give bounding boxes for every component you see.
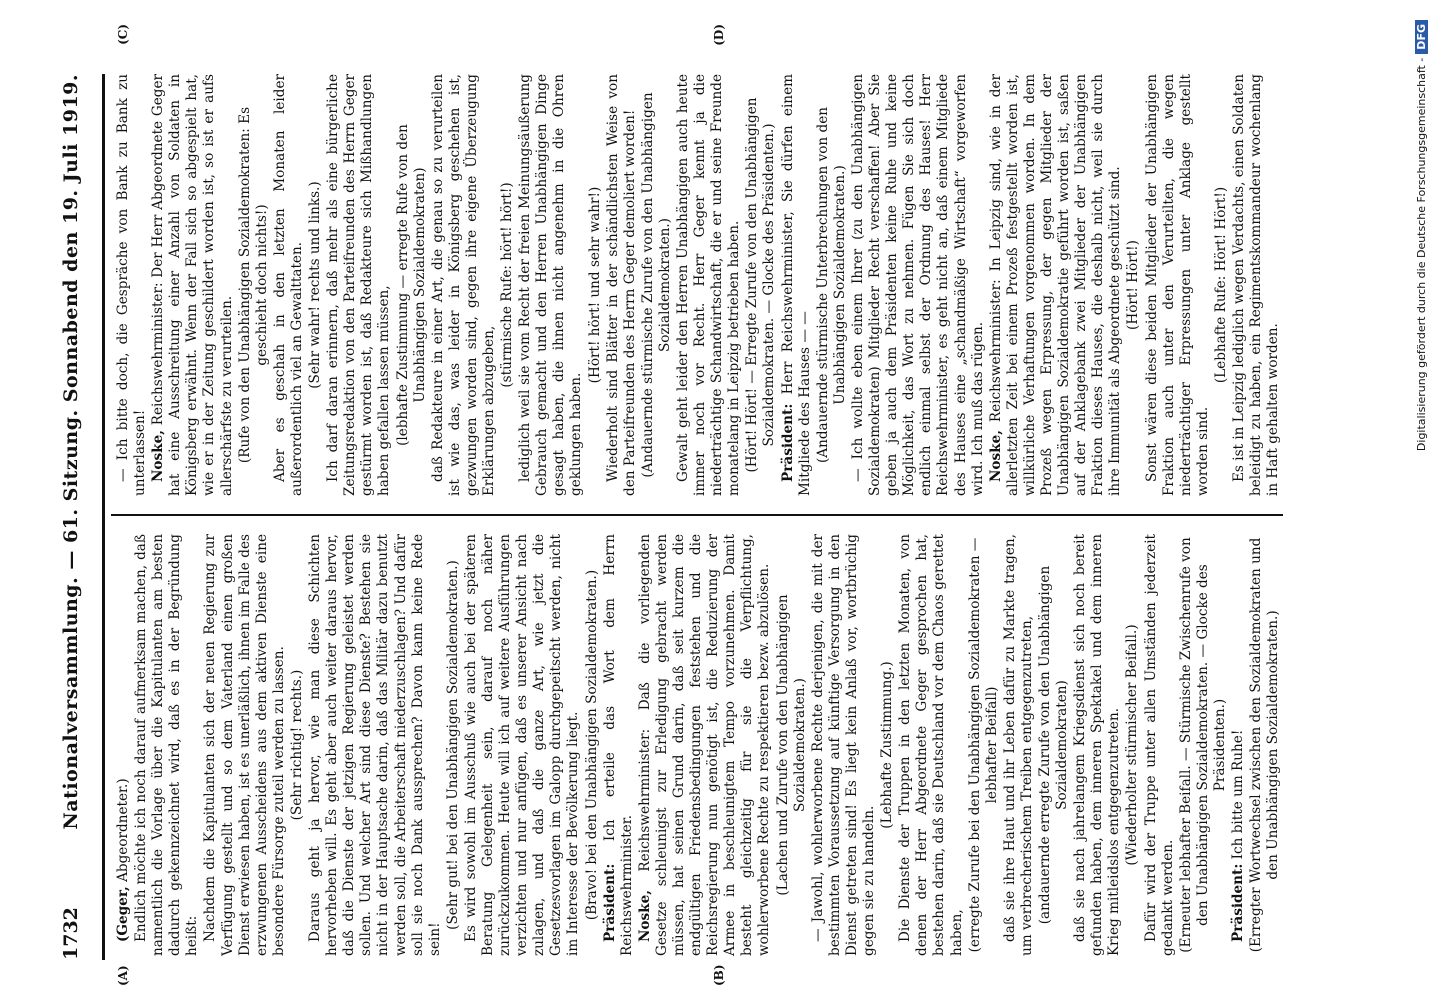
speech-paragraph <box>602 534 636 956</box>
interjection: (Hört! hört! und sehr wahr!) <box>586 186 603 384</box>
interjection: (erregte Zurufe bei den Unabhängigen Sozialdemokraten — lebhafter Beifall) <box>966 537 1000 953</box>
text-paragraph <box>1231 74 1282 496</box>
page-header <box>60 74 105 960</box>
interjection: (Sehr richtig! rechts.) <box>288 669 305 821</box>
text-paragraph <box>675 74 743 496</box>
interjection: (Rufe von den Unabhängigen Sozialdemokraten: Es geschieht doch nichts!) <box>236 106 270 464</box>
paragraph-text: Ich darf daran erinnern, daß mehr als eine bürgerliche Zeitungsredaktion von den Parteifreunden des Herrn Geger gestürmt worden ist, daß Redakteure sich Mißhandlungen haben gefallen lassen müssen, <box>325 74 393 496</box>
paragraph-text: Gewalt geht leider den Herren Unabhängigen auch heute immer noch vor Recht. Herr Geger kennt ja die niederträchtige Schandwirtschaft, die er und seine Freunde monatelang in Leipzig betrieben haben. <box>675 74 743 496</box>
text-paragraph <box>325 74 393 496</box>
paragraph-text: Es ist in Leipzig lediglich wegen Verdachts, einen Soldaten beleidigt zu haben, ein Regimentskommandeur wochenlang in Haft gehalten worden. <box>1231 74 1282 496</box>
paragraph-text: Der Herr Abgeordnete Geger hat eine Ausschreitung einer Anzahl von Soldaten in Königsberg erwähnt. Wenn der Fall sich so abgespielt hat, wie er in der Zeitung geschildert worden ist, so ist er aufs allerschärfste zu verurteilen. <box>150 73 235 496</box>
speech-paragraph <box>150 74 235 496</box>
interjection: (Lebhafte Zustimmung.) <box>879 661 896 829</box>
paragraph-text: Nachdem die Kapitulanten sich der neuen Regierung zur Verfügung gestellt und so dem Vaterland einen großen Dienst erwiesen haben, ist es unerläßlich, ihnen im Falle des erzwungenen Ausscheidens aus dem aktiven Dienste eine besondere Fürsorge zuteil werden zu lassen. <box>202 534 287 956</box>
text-paragraph <box>430 74 498 496</box>
paragraph-text: Daraus geht ja hervor, wie man diese Schichten hervorheben will. Es geht aber auch weiter daraus hervor, daß die Dienste der jetzigen Regierung geleistet werden sollen. Und welcher Art sind diese Dienste? Bestehen sie nicht in der Hauptsache darin, daß das Militär dazu benutzt werden soll, die Arbeiterschaft niederzuschlagen? Und dafür soll sie noch Dank aussprechen? Davon kann keine Rede sein! <box>307 534 443 956</box>
interjection: (lebhafte Zustimmung — erregte Rufe von den Unabhängigen Sozialdemokraten) <box>394 124 428 446</box>
text-paragraph <box>272 74 306 496</box>
paragraph-text: Aber es geschah in den letzten Monaten leider außerordentlich viel an Gewalttaten. <box>271 74 305 496</box>
text-columns <box>111 24 1283 986</box>
speaker-name: Präsident: <box>601 863 618 942</box>
speaker-role: Reichswehrminister: <box>636 728 653 872</box>
digitization-note <box>1410 20 1432 980</box>
interjection: (Sehr wahr! rechts und links.) <box>307 181 324 389</box>
speech-paragraph <box>780 74 814 496</box>
paragraph-text: Daß die vorliegenden Gesetze schleunigst zur Erledigung gebracht werden müssen, hat seinen Grund darin, daß seit kurzem die endgültigen Friedensbedingungen feststehen und die Reichsregierung nun genötigt ist, die Reduzierung der Armee in beschleunigtem Tempo vorzunehmen. Damit besteht gleichzeitig für sie die Verpflichtung, wohlerworbene Rechte zu respektieren bezw. abzulösen. <box>636 534 773 956</box>
speaker-name: Noske, <box>636 890 653 942</box>
text-paragraph <box>202 534 287 956</box>
margin-marker-c: (C) <box>116 24 130 45</box>
text-paragraph <box>307 534 444 956</box>
text-paragraph <box>1143 534 1177 956</box>
text-paragraph <box>850 74 987 496</box>
speaker-role: Reichswehrminister: <box>150 282 167 426</box>
interjection: (Erneuter lebhafter Beifall. — Stürmische Zwischenrufe von den Unabhängigen Sozialdemokraten. — Glocke des Präsidenten.) <box>1177 537 1228 953</box>
paragraph-text: — Ich wollte eben einem Ihrer (zu den Unabhängigen Sozialdemokraten) Mitglieder Recht verschaffen! Aber Sie geben ja auch dem Präsidenten keine Ruhe und keine Möglichkeit, das Wort zu nehmen. Fügen Sie sich doch endlich einmal selbst der Ordnung des Hauses! Herr Reichswehrminister, es geht nicht an, daß einem Mitgliede des Hauses eine „schandmäßige Wirtschaft“ vorgeworfen wird. Ich muß das rügen. <box>849 74 986 496</box>
speech-paragraph <box>988 74 1125 496</box>
page-title: Nationalversammlung. — 61. Sitzung. Sonnabend den 19. Juli 1919. <box>60 74 82 830</box>
paragraph-text: Die Dienste der Truppen in den letzten Monaten, von denen der Herr Abgeordnete Geger gesprochen hat, bestehen darin, daß sie Deutschland vor dem Chaos gerettet haben, <box>897 534 965 956</box>
dfg-logo: DFG <box>1415 20 1428 54</box>
interjection: (Bravo! bei den Unabhängigen Sozialdemokraten.) <box>583 569 600 921</box>
interjection: (Sehr gut! bei den Unabhängigen Sozialdemokraten.) <box>444 560 461 930</box>
speaker-name: Noske, <box>987 430 1004 482</box>
paragraph-text: Es wird sowohl im Ausschuß wie auch bei der späteren Beratung Gelegenheit sein, darauf noch näher zurückzukommen. Heute will ich auf weitere Ausführungen verzichten und nur anfügen, daß es unserer Ansicht nach zulagen, und daß die ganze Art, wie jetzt die Gesetzesvorlagen im Galopp durchgepeitscht werden, nicht im Interesse der Bevölkerung liegt. <box>462 534 582 956</box>
text-paragraph <box>463 534 583 956</box>
margin-marker-b: (B) <box>712 964 726 986</box>
paragraph-text: Ich erteile das Wort dem Herrn Reichswehrminister. <box>601 534 635 956</box>
left-column <box>111 516 1283 986</box>
text-paragraph <box>1072 534 1123 956</box>
paragraph-text: daß Redakteure in einer Art, die genau so zu verurteilen ist wie das, was leider in Königsberg geschehen ist, gezwungen worden sind, gegen ihre eigene Überzeugung Erklärungen abzugeben, <box>429 74 497 496</box>
digitization-text: Digitalisierung gefördert durch die Deutsche Forschungsgemeinschaft - <box>1414 57 1428 452</box>
text-paragraph <box>897 534 965 956</box>
paragraph-text: Herr Reichswehrminister, Sie dürfen einem Mitgliede des Hauses — — <box>779 74 813 496</box>
text-paragraph <box>1002 534 1036 956</box>
margin-marker-d: (D) <box>712 24 726 46</box>
text-paragraph <box>1144 74 1212 496</box>
speaker-name: Präsident: <box>779 403 796 482</box>
speech-paragraph <box>1230 534 1247 956</box>
interjection: (andauernde erregte Zurufe von den Unabhängigen Sozialdemokraten) <box>1036 565 1071 925</box>
interjection: (Lachen und Zurufe von den Unabhängigen Sozialdemokraten.) <box>774 594 808 896</box>
interjection: (stürmische Rufe: hört! hört!) <box>499 182 516 388</box>
interjection: (Andauernde stürmische Unterbrechungen von den Unabhängigen Sozialdemokraten.) <box>814 106 848 464</box>
paragraph-text: In Leipzig sind, wie in der allerletzten Zeit bei einem Prozeß festgestellt worden ist, willkürliche Verhaftungen vorgenommen worden. In dem Prozeß wegen Erpressung, der gegen Mitglieder der Unabhängigen Sozialdemokratie geführt worden ist, saßen auf der Anklagebank zwei Mitglieder der Unabhängigen Fraktion dieses Hauses, die deshalb nicht, weil sie durch ihre Immunität als Abgeordnete geschützt sind. <box>987 74 1124 496</box>
paragraph-text: Dafür wird der Truppe unter allen Umständen jederzeit gedankt werden. <box>1142 534 1176 956</box>
interjection: (Hört! Hört!) <box>1125 240 1142 330</box>
paragraph-text: — Jawohl, wohlerworbene Rechte derjenigen, die mit der bestimmten Voraussetzung auf künftige Versorgung in den Dienst getreten sind! Es liegt kein Anlaß vor, wortbrüchig gegen sie zu handeln. <box>809 534 878 956</box>
margin-marker-a: (A) <box>116 965 130 986</box>
interjection: (Lebhafte Rufe: Hört! Hört!) <box>1212 186 1229 384</box>
text-paragraph <box>133 534 201 956</box>
paragraph-text: Ich bitte um Ruhe! <box>1230 729 1246 860</box>
paragraph-text: Endlich möchte ich noch darauf aufmerksam machen, daß namentlich die Vorlage über die Kapitulanten am besten dadurch gekennzeichnet wird, daß es in der Begründung heißt: <box>133 534 201 956</box>
right-column <box>111 24 1283 516</box>
interjection: (Wiederholter stürmischer Beifall.) <box>1124 624 1141 866</box>
page-number: 1732 <box>60 907 82 960</box>
text-paragraph <box>605 74 639 496</box>
speech-paragraph <box>115 534 132 956</box>
paragraph-text: Wiederholt sind Blätter in der schändlichsten Weise von den Parteifreunden des Herrn Geger demoliert worden! <box>604 74 638 496</box>
interjection: (Erregter Wortwechsel zwischen den Sozialdemokraten und den Unabhängigen Sozialdemokraten.) <box>1248 537 1282 953</box>
text-paragraph <box>115 74 149 496</box>
speech-paragraph <box>637 534 774 956</box>
text-paragraph <box>517 74 585 496</box>
speaker-role: Abgeordneter.) <box>115 778 131 882</box>
speaker-name: (Geger, <box>115 886 131 942</box>
paragraph-text: — Ich bitte doch, die Gespräche von Bank zu Bank zu unterlassen! <box>115 74 149 496</box>
paragraph-text: Sonst wären diese beiden Mitglieder der Unabhängigen Fraktion auch unter den Verurteilten, die wegen niederträchtiger Erpressungen unter Anklage gestellt worden sind. <box>1143 74 1211 496</box>
speaker-name: Präsident: <box>1230 863 1246 942</box>
speaker-name: Noske, <box>150 430 167 482</box>
paragraph-text: lediglich weil sie vom Recht der freien Meinungsäußerung Gebrauch gemacht und den Herren Unabhängigen Dinge gesagt haben, die ihnen nicht angenehm in die Ohren geklungen haben. <box>517 74 585 496</box>
paragraph-text: daß sie nach jahrelangem Kriegsdienst sich noch bereit gefunden haben, dem inneren Spektakel und dem inneren Krieg mitleidslos entgegenzutreten. <box>1072 534 1123 956</box>
text-paragraph <box>810 534 878 956</box>
interjection: (Hört! Hört! — Erregte Zurufe von den Unabhängigen Sozialdemokraten. — Glocke des Präsidenten.) <box>744 97 778 473</box>
speaker-role: Reichswehrminister: <box>987 279 1004 423</box>
paragraph-text: daß sie ihre Haut und ihr Leben dafür zu Markte tragen, um verbrecherischem Treiben entgegenzutreten, <box>1001 534 1035 956</box>
interjection: (Andauernde stürmische Zurufe von den Unabhängigen Sozialdemokraten.) <box>639 92 673 478</box>
